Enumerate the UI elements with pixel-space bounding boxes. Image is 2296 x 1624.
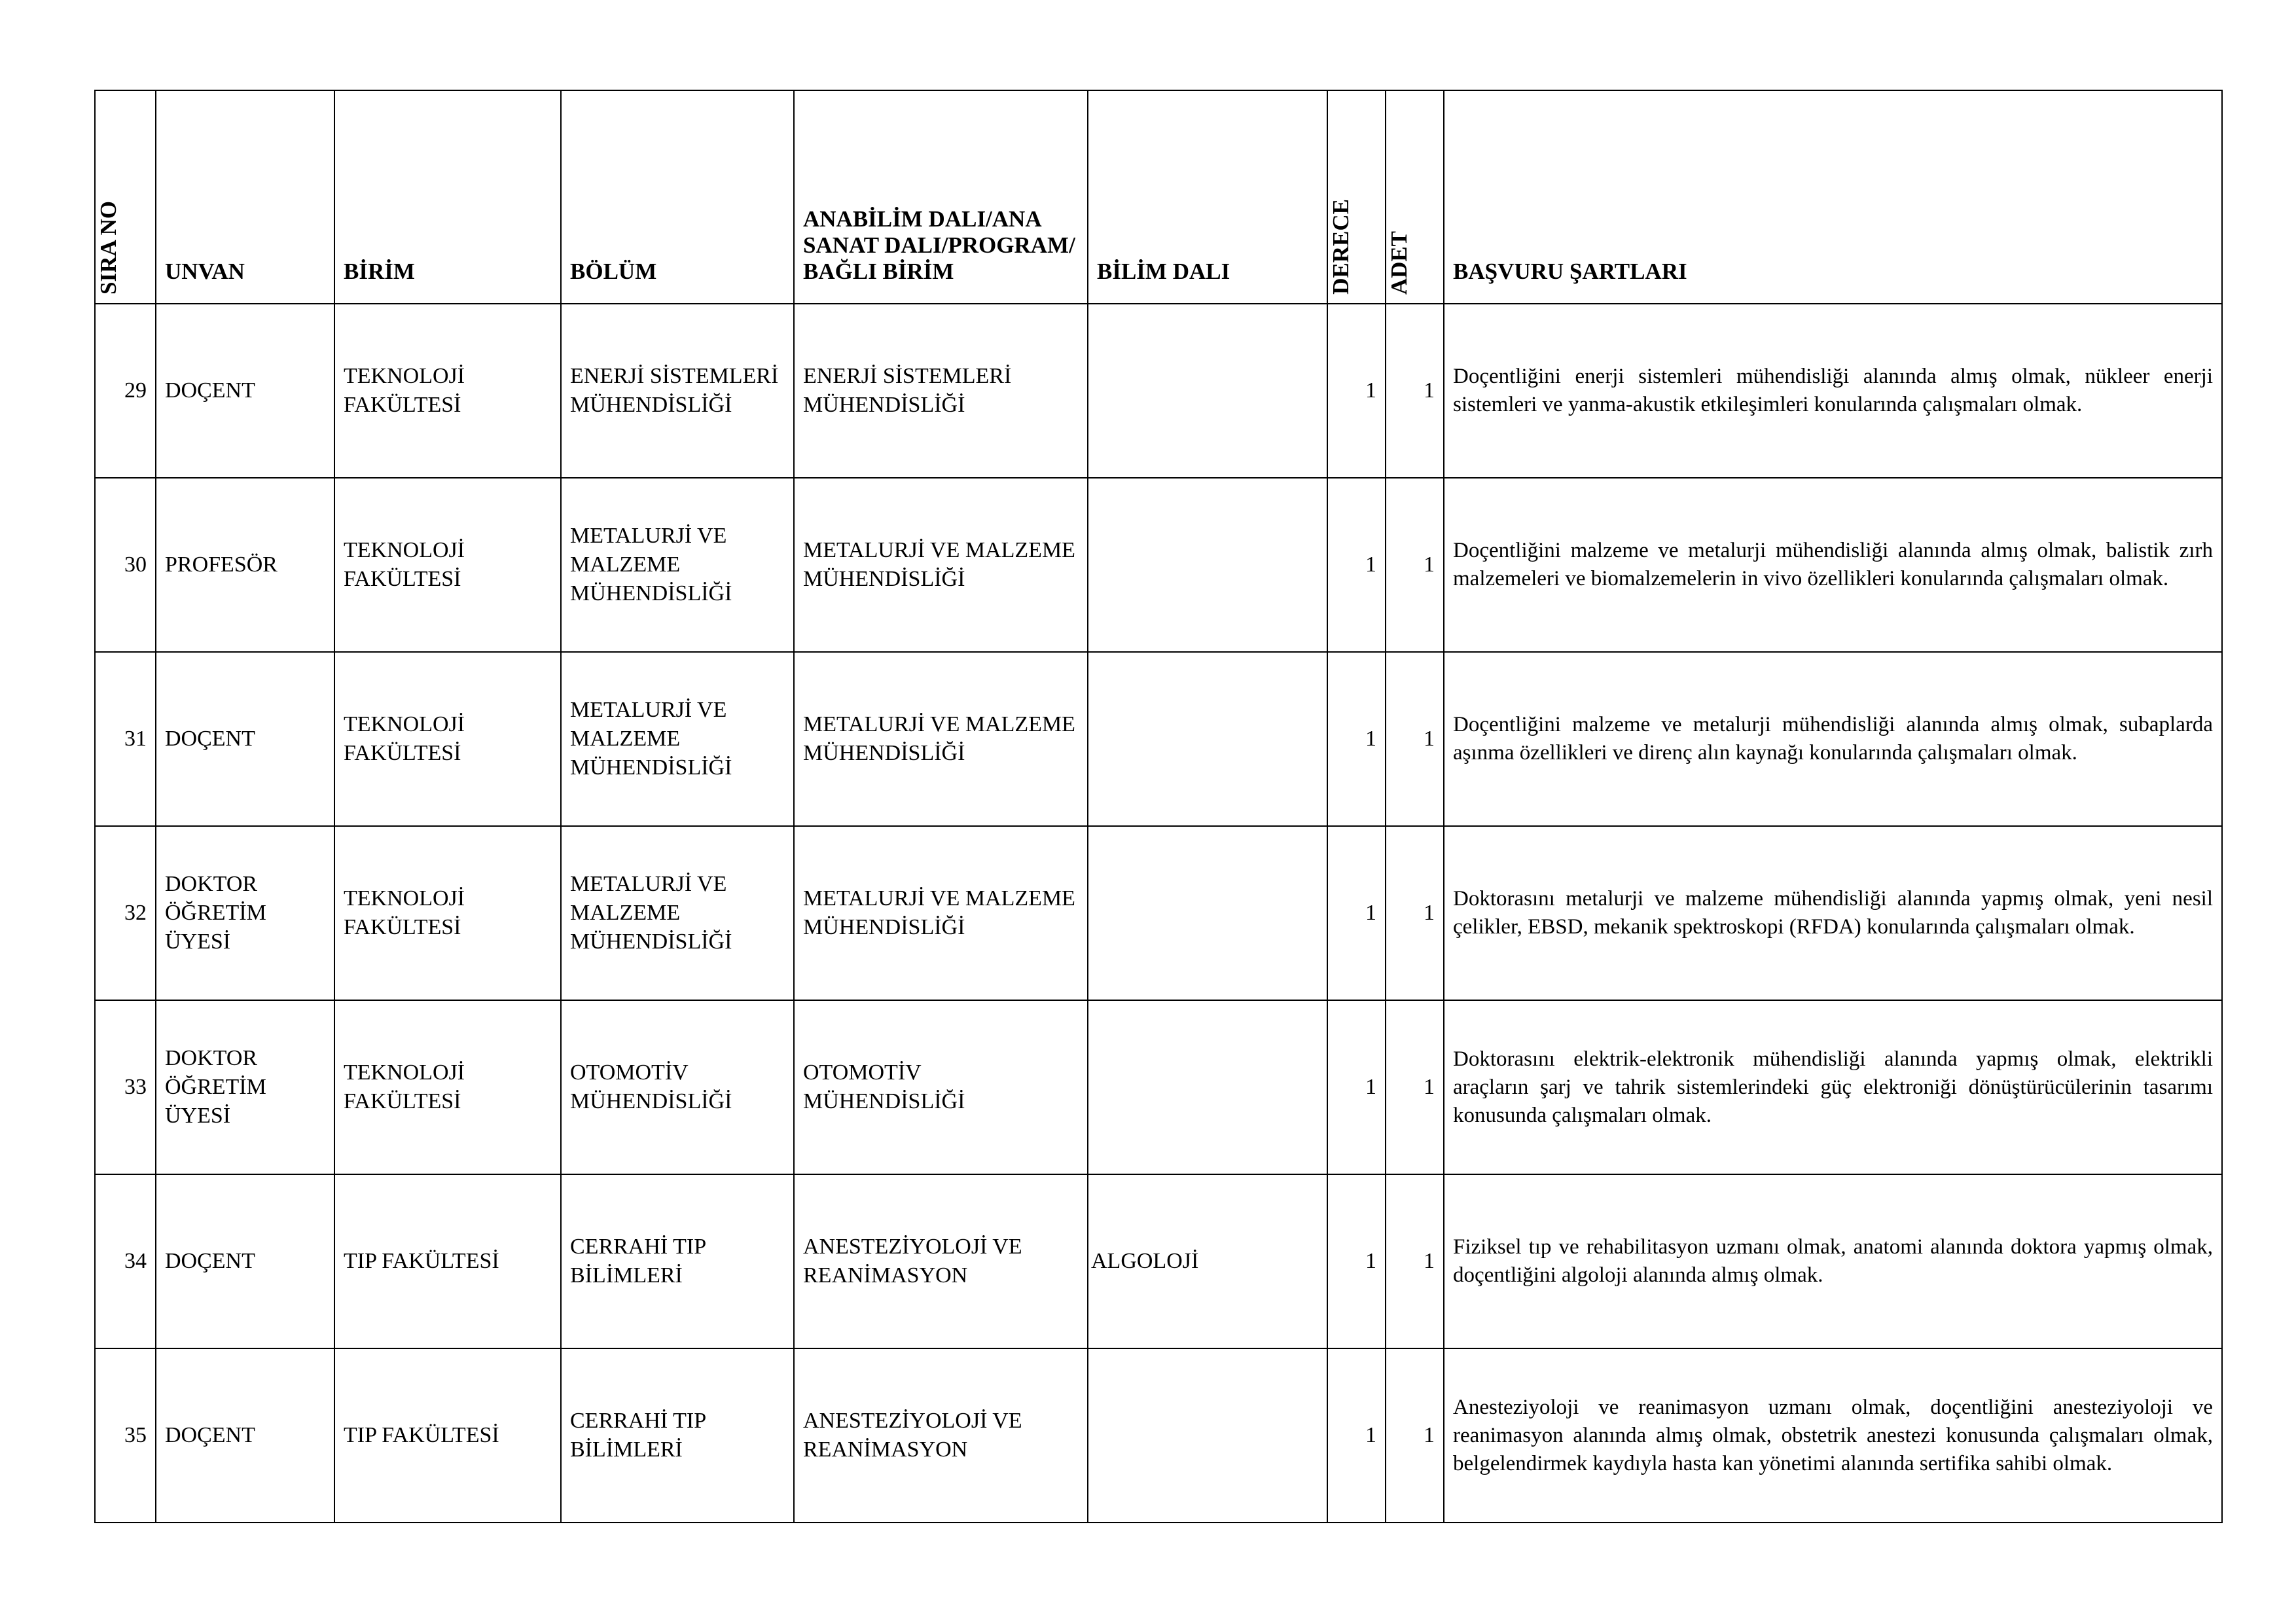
header-derece: DERECE <box>1327 90 1386 304</box>
cell-adet: 1 <box>1386 1000 1444 1174</box>
header-bolum: BÖLÜM <box>561 90 794 304</box>
table-row <box>95 826 2222 1000</box>
cell-bilim-dali <box>1088 304 1327 478</box>
cell-birim: TIP FAKÜLTESİ <box>334 1348 561 1523</box>
cell-unvan: DOÇENT <box>156 652 334 826</box>
header-basvuru-sartlari: BAŞVURU ŞARTLARI <box>1444 90 2222 304</box>
position-table <box>94 90 2223 1523</box>
header-birim: BİRİM <box>334 90 561 304</box>
header-bilim-dali: BİLİM DALI <box>1088 90 1327 304</box>
cell-basvuru-sartlari: Doçentliğini malzeme ve metalurji mühendisliği alanında almış olmak, balistik zırh malzemeleri ve biomalzemelerin in vivo özellikleri konularında çalışmaları olmak. <box>1444 478 2222 652</box>
cell-bilim-dali <box>1088 826 1327 1000</box>
cell-anabilim-dali: METALURJİ VE MALZEME MÜHENDİSLİĞİ <box>794 652 1088 826</box>
cell-bolum: CERRAHİ TIP BİLİMLERİ <box>561 1174 794 1348</box>
cell-bilim-dali <box>1088 1348 1327 1523</box>
cell-derece: 1 <box>1327 478 1386 652</box>
header-unvan: UNVAN <box>156 90 334 304</box>
cell-bolum: ENERJİ SİSTEMLERİ MÜHENDİSLİĞİ <box>561 304 794 478</box>
cell-basvuru-sartlari: Doktorasını elektrik-elektronik mühendisliği alanında yapmış olmak, elektrikli araçların şarj ve tahrik sistemlerindeki güç elektroniği dönüştürücülerinin tasarımı konusunda çalışmaları olmak. <box>1444 1000 2222 1174</box>
cell-anabilim-dali: ENERJİ SİSTEMLERİ MÜHENDİSLİĞİ <box>794 304 1088 478</box>
cell-derece: 1 <box>1327 652 1386 826</box>
cell-bolum: METALURJİ VE MALZEME MÜHENDİSLİĞİ <box>561 478 794 652</box>
cell-derece: 1 <box>1327 826 1386 1000</box>
cell-derece: 1 <box>1327 1174 1386 1348</box>
cell-birim: TEKNOLOJİ FAKÜLTESİ <box>334 478 561 652</box>
header-anabilim-dali: ANABİLİM DALI/ANA SANAT DALI/PROGRAM/ BAĞLI BİRİM <box>794 90 1088 304</box>
cell-anabilim-dali: METALURJİ VE MALZEME MÜHENDİSLİĞİ <box>794 826 1088 1000</box>
cell-unvan: DOKTOR ÖĞRETİM ÜYESİ <box>156 1000 334 1174</box>
cell-birim: TEKNOLOJİ FAKÜLTESİ <box>334 826 561 1000</box>
cell-birim: TIP FAKÜLTESİ <box>334 1174 561 1348</box>
cell-unvan: PROFESÖR <box>156 478 334 652</box>
cell-derece: 1 <box>1327 1000 1386 1174</box>
cell-adet: 1 <box>1386 478 1444 652</box>
cell-sira-no: 32 <box>95 826 156 1000</box>
cell-sira-no: 29 <box>95 304 156 478</box>
cell-birim: TEKNOLOJİ FAKÜLTESİ <box>334 1000 561 1174</box>
cell-sira-no: 30 <box>95 478 156 652</box>
cell-sira-no: 34 <box>95 1174 156 1348</box>
cell-sira-no: 31 <box>95 652 156 826</box>
table-row <box>95 1000 2222 1174</box>
cell-birim: TEKNOLOJİ FAKÜLTESİ <box>334 652 561 826</box>
cell-adet: 1 <box>1386 1174 1444 1348</box>
cell-bolum: METALURJİ VE MALZEME MÜHENDİSLİĞİ <box>561 652 794 826</box>
header-adet: ADET <box>1386 90 1444 304</box>
cell-derece: 1 <box>1327 1348 1386 1523</box>
header-row <box>95 90 2222 304</box>
cell-bilim-dali <box>1088 1000 1327 1174</box>
cell-bolum: METALURJİ VE MALZEME MÜHENDİSLİĞİ <box>561 826 794 1000</box>
cell-anabilim-dali: OTOMOTİV MÜHENDİSLİĞİ <box>794 1000 1088 1174</box>
cell-anabilim-dali: ANESTEZİYOLOJİ VE REANİMASYON <box>794 1348 1088 1523</box>
cell-basvuru-sartlari: Fiziksel tıp ve rehabilitasyon uzmanı olmak, anatomi alanında doktora yapmış olmak, doçentliğini algoloji alanında almış olmak. <box>1444 1174 2222 1348</box>
cell-basvuru-sartlari: Doçentliğini malzeme ve metalurji mühendisliği alanında almış olmak, subaplarda aşınma özellikleri ve direnç alın kaynağı konularında çalışmaları olmak. <box>1444 652 2222 826</box>
cell-anabilim-dali: ANESTEZİYOLOJİ VE REANİMASYON <box>794 1174 1088 1348</box>
cell-unvan: DOÇENT <box>156 1348 334 1523</box>
cell-bolum: OTOMOTİV MÜHENDİSLİĞİ <box>561 1000 794 1174</box>
cell-adet: 1 <box>1386 652 1444 826</box>
cell-bilim-dali <box>1088 478 1327 652</box>
table-row <box>95 304 2222 478</box>
cell-basvuru-sartlari: Doktorasını metalurji ve malzeme mühendisliği alanında yapmış olmak, yeni nesil çelikler, EBSD, mekanik spektroskopi (RFDA) konularında çalışmaları olmak. <box>1444 826 2222 1000</box>
header-sira-no: SIRA NO <box>95 90 156 304</box>
cell-sira-no: 33 <box>95 1000 156 1174</box>
table-row <box>95 652 2222 826</box>
cell-basvuru-sartlari: Doçentliğini enerji sistemleri mühendisliği alanında almış olmak, nükleer enerji sistemleri ve yanma-akustik etkileşimleri konularında çalışmaları olmak. <box>1444 304 2222 478</box>
cell-bolum: CERRAHİ TIP BİLİMLERİ <box>561 1348 794 1523</box>
cell-sira-no: 35 <box>95 1348 156 1523</box>
cell-bilim-dali: ALGOLOJİ <box>1088 1174 1327 1348</box>
table-row <box>95 1348 2222 1523</box>
cell-adet: 1 <box>1386 1348 1444 1523</box>
table-row <box>95 1174 2222 1348</box>
cell-derece: 1 <box>1327 304 1386 478</box>
cell-adet: 1 <box>1386 304 1444 478</box>
cell-adet: 1 <box>1386 826 1444 1000</box>
cell-basvuru-sartlari: Anesteziyoloji ve reanimasyon uzmanı olmak, doçentliğini anesteziyoloji ve reanimasyon alanında almış olmak, obstetrik anestezi konusunda çalışmaları olmak, belgelendirmek kaydıyla hasta kan yönetimi alanında sertifika sahibi olmak. <box>1444 1348 2222 1523</box>
cell-unvan: DOÇENT <box>156 304 334 478</box>
cell-bilim-dali <box>1088 652 1327 826</box>
cell-unvan: DOÇENT <box>156 1174 334 1348</box>
cell-anabilim-dali: METALURJİ VE MALZEME MÜHENDİSLİĞİ <box>794 478 1088 652</box>
cell-unvan: DOKTOR ÖĞRETİM ÜYESİ <box>156 826 334 1000</box>
cell-birim: TEKNOLOJİ FAKÜLTESİ <box>334 304 561 478</box>
table-row <box>95 478 2222 652</box>
